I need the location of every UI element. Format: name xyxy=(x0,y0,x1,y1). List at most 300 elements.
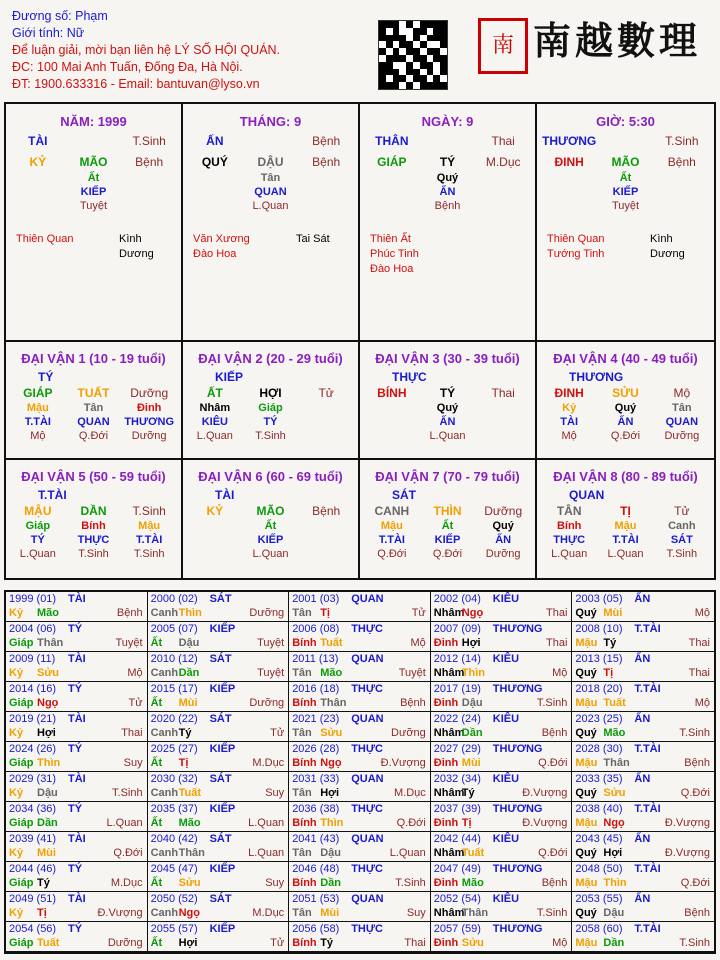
year-branch: Dậu xyxy=(461,697,483,709)
dai-van-stage: Bệnh xyxy=(312,504,341,518)
year-cell xyxy=(148,682,290,712)
year-stem: Canh xyxy=(150,607,179,619)
year-stem: Mậu xyxy=(575,757,598,769)
pillar-blank xyxy=(243,132,299,150)
year-stage: Dưỡng xyxy=(249,697,285,709)
year-stage: M.Dục xyxy=(252,907,285,919)
hidden-stage: Dưỡng xyxy=(485,548,521,560)
pillar-main-row xyxy=(364,153,531,171)
year-god: THƯƠNG xyxy=(492,743,543,755)
year-stage: T.Sinh xyxy=(112,787,143,799)
pillar-branch: TÝ xyxy=(439,155,456,169)
dai-van-hidden-stems xyxy=(187,519,354,533)
hidden-stem xyxy=(187,519,243,533)
year-god: KIẾP xyxy=(209,743,236,755)
year-branch: Tý xyxy=(603,637,617,649)
pillar-stars xyxy=(547,232,707,262)
year-stem: Kỷ xyxy=(9,607,24,619)
dai-van-hidden-stages xyxy=(364,429,531,443)
year-stem: Kỷ xyxy=(9,787,24,799)
year-god: THỰC xyxy=(351,863,383,875)
year-cell xyxy=(148,892,290,922)
year-cell xyxy=(148,592,290,622)
pillar-branch: MÃO xyxy=(611,155,640,169)
dai-van-title: ĐẠI VẬN 5 (50 - 59 tuổi) xyxy=(21,469,166,484)
dai-van-stage: Tử xyxy=(318,386,334,400)
year-branch: Thân xyxy=(461,907,489,919)
year-stage: Bệnh xyxy=(684,757,710,769)
year-god: ẤN xyxy=(634,593,651,605)
year-stem: Canh xyxy=(150,847,179,859)
year-stem: Ất xyxy=(150,697,163,709)
year-branch: Mùi xyxy=(461,757,481,769)
year-god: THỰC xyxy=(351,923,383,935)
star-label: Đào Hoa xyxy=(370,263,414,275)
year-stem: Đinh xyxy=(433,637,459,649)
pillar-branch: DẬU xyxy=(257,155,284,169)
hidden-god: ẤN xyxy=(439,186,456,198)
year-god: T.TÀI xyxy=(634,923,661,935)
year-branch: Mão xyxy=(320,667,343,679)
year-stage: T.Sinh xyxy=(536,697,568,709)
year-stem: Bính xyxy=(292,937,317,949)
year-cell xyxy=(572,742,714,772)
year-branch: Tý xyxy=(320,937,334,949)
year-stem: Quý xyxy=(575,907,597,919)
year-cell xyxy=(289,802,431,832)
year-stage: Thai xyxy=(404,937,426,949)
dai-van-stage: Tử xyxy=(674,504,690,518)
year-stem: Canh xyxy=(150,667,179,679)
dai-van-main xyxy=(541,504,710,519)
year-god: T.TÀI xyxy=(634,803,661,815)
owner-name: Đương số: Phạm xyxy=(12,9,108,23)
year-branch: Tuất xyxy=(178,787,201,799)
year-stage: Mộ xyxy=(552,937,568,949)
dai-van-branch: TÝ xyxy=(439,386,456,400)
year-stem: Đinh xyxy=(433,937,459,949)
year-label: 2037 (39) xyxy=(433,803,481,815)
year-cell xyxy=(6,772,148,802)
pillar-1 xyxy=(6,104,183,340)
year-stem: Bính xyxy=(292,877,317,889)
dai-van-stem: ẤT xyxy=(206,386,223,400)
year-god: TÀI xyxy=(68,593,86,605)
pillar-top-row xyxy=(541,132,710,150)
year-label: 2001 (03) xyxy=(292,593,340,605)
year-label: 2036 (38) xyxy=(292,803,340,815)
year-god: KIÊU xyxy=(492,593,520,605)
year-stage: Tử xyxy=(270,727,285,739)
year-cell xyxy=(6,622,148,652)
year-cell xyxy=(148,832,290,862)
year-stage: Mộ xyxy=(410,637,426,649)
year-stem: Quý xyxy=(575,727,597,739)
year-branch: Hợi xyxy=(320,787,340,799)
hidden-stage: Mộ xyxy=(561,430,577,442)
year-label: 2010 (12) xyxy=(150,653,198,665)
year-label: 2008 (10) xyxy=(575,623,623,635)
hidden-stage: L.Quan xyxy=(19,548,56,560)
year-god: THỰC xyxy=(351,623,383,635)
year-label: 2005 (07) xyxy=(150,623,198,635)
year-label: 2000 (02) xyxy=(150,593,198,605)
pillar-stage: Thai xyxy=(491,134,515,148)
pillar-hidden-stems xyxy=(242,171,299,213)
dai-van-stem: BÍNH xyxy=(377,386,407,400)
pillar-title: NGÀY: 9 xyxy=(421,114,474,129)
year-stem: Kỷ xyxy=(9,907,24,919)
hidden-stage: T.Sinh xyxy=(78,548,109,560)
year-god: THƯƠNG xyxy=(492,803,543,815)
star-label: Thiên Quan xyxy=(16,233,74,245)
year-stage: Thai xyxy=(688,667,710,679)
year-branch: Thìn xyxy=(603,877,627,889)
dai-van-god: T.TÀI xyxy=(38,488,67,502)
year-stem: Canh xyxy=(150,787,179,799)
year-label: 2058 (60) xyxy=(575,923,623,935)
year-cell xyxy=(148,742,290,772)
year-stage: M.Dục xyxy=(394,787,426,799)
year-cell xyxy=(289,682,431,712)
year-stem: Nhâm xyxy=(433,607,465,619)
year-stem: Ất xyxy=(150,937,163,949)
pillar-stage: Bệnh xyxy=(312,155,341,169)
year-cell xyxy=(148,922,290,952)
year-god: T.TÀI xyxy=(634,683,661,695)
year-label: 2004 (06) xyxy=(9,623,57,635)
hidden-stem: Ất xyxy=(619,172,632,184)
year-cell xyxy=(148,652,290,682)
hidden-stem: Quý xyxy=(614,402,637,414)
year-branch: Dần xyxy=(603,937,625,949)
year-god: TÝ xyxy=(68,623,83,635)
year-branch: Mão xyxy=(603,727,626,739)
year-branch: Sửu xyxy=(461,937,484,949)
year-stage: L.Quan xyxy=(248,817,285,829)
year-stem: Nhâm xyxy=(433,847,465,859)
address-line: ĐC: 100 Mai Anh Tuấn, Đống Đa, Hà Nội. xyxy=(12,60,243,74)
year-label: 2043 (45) xyxy=(575,833,623,845)
hidden-stem: Ất xyxy=(264,520,277,532)
year-cell xyxy=(289,832,431,862)
year-stem: Bính xyxy=(292,697,317,709)
year-stage: Thai xyxy=(688,637,710,649)
year-cell xyxy=(572,802,714,832)
year-cell xyxy=(148,772,290,802)
hidden-stage: T.Sinh xyxy=(133,548,165,560)
pillar-stage: Bệnh xyxy=(667,155,696,169)
year-label: 2017 (19) xyxy=(433,683,481,695)
year-label: 2024 (26) xyxy=(9,743,57,755)
year-label: 2026 (28) xyxy=(292,743,340,755)
year-label: 2056 (58) xyxy=(292,923,340,935)
year-stage: Tử xyxy=(128,697,143,709)
year-god: THỰC xyxy=(351,683,383,695)
dai-van-stage: Thai xyxy=(491,386,515,400)
pillar-god: TÀI xyxy=(28,134,48,148)
hidden-stem: Quý xyxy=(436,172,459,184)
star-label: Kình Dương xyxy=(119,233,154,260)
year-cell xyxy=(431,622,573,652)
year-stage: Thai xyxy=(545,607,568,619)
dai-van-god: TÝ xyxy=(38,370,54,384)
dai-van-stem: GIÁP xyxy=(23,386,53,400)
dai-van-8 xyxy=(537,460,714,578)
dai-van-branch: THÌN xyxy=(433,504,462,518)
pillar-stage: Bệnh xyxy=(135,155,164,169)
year-stage: Suy xyxy=(265,877,285,889)
year-stage: T.Sinh xyxy=(679,937,710,949)
hidden-god: KIẾP xyxy=(434,534,461,546)
pillar-god: THÂN xyxy=(375,134,409,148)
year-stage: Tuyệt xyxy=(257,667,285,679)
year-stem: Quý xyxy=(575,787,597,799)
dai-van-7 xyxy=(360,460,537,578)
year-cell xyxy=(148,862,290,892)
year-branch: Tị xyxy=(320,607,330,619)
year-branch: Ngọ xyxy=(320,757,342,769)
hidden-stage: Q.Đới xyxy=(377,548,407,560)
dai-van-title: ĐẠI VẬN 3 (30 - 39 tuổi) xyxy=(375,351,520,366)
hidden-stage: L.Quan xyxy=(252,200,289,212)
year-stem: Giáp xyxy=(9,877,34,889)
year-label: 2051 (53) xyxy=(292,893,340,905)
year-stem: Ất xyxy=(150,877,163,889)
year-cell xyxy=(572,712,714,742)
year-stem: Canh xyxy=(150,727,179,739)
year-stem: Tân xyxy=(292,847,312,859)
year-stem: Đinh xyxy=(433,757,459,769)
year-label: 2028 (30) xyxy=(575,743,623,755)
dai-van-main xyxy=(364,386,531,401)
hidden-stem: Mậu xyxy=(614,520,637,532)
pillar-title: NĂM: 1999 xyxy=(60,114,127,129)
hidden-stage: Tuyệt xyxy=(79,200,108,212)
pillar-3 xyxy=(360,104,537,340)
year-god: ẤN xyxy=(634,833,651,845)
year-label: 2027 (29) xyxy=(433,743,481,755)
year-stage: Tử xyxy=(411,607,426,619)
year-label: 2041 (43) xyxy=(292,833,340,845)
hidden-stem: Quý xyxy=(492,520,514,532)
year-label: 2044 (46) xyxy=(9,863,57,875)
year-label: 2012 (14) xyxy=(433,653,481,665)
year-god: THỰC xyxy=(351,803,383,815)
pillar-stars xyxy=(16,232,176,260)
hidden-god: T.TÀI xyxy=(378,534,405,546)
hidden-stem xyxy=(298,519,354,533)
pillar-hidden-stems xyxy=(597,171,654,213)
dai-van-god: KIẾP xyxy=(215,370,244,384)
hidden-stage: T.Sinh xyxy=(255,430,286,442)
year-stem: Tân xyxy=(292,667,312,679)
year-god: ẤN xyxy=(634,893,651,905)
contact-line: Để luận giải, mời bạn liên hệ LÝ SỐ HỘI QUÁN. xyxy=(12,43,281,57)
dai-van-god: SÁT xyxy=(392,488,416,502)
year-branch: Thìn xyxy=(37,757,61,769)
year-god: QUAN xyxy=(351,773,384,785)
dai-van-row-2 xyxy=(6,460,714,578)
year-branch: Tị xyxy=(178,757,189,769)
dai-van-hidden-gods xyxy=(541,533,710,547)
hidden-god xyxy=(187,533,243,547)
year-stage: M.Dục xyxy=(110,877,143,889)
year-branch: Thìn xyxy=(320,817,344,829)
year-god: ẤN xyxy=(634,773,651,785)
year-god: QUAN xyxy=(351,653,384,665)
year-cell xyxy=(6,892,148,922)
pillar-stage: Bệnh xyxy=(312,134,341,148)
pillar-blank xyxy=(597,132,653,150)
dai-van-main xyxy=(187,504,354,519)
hidden-stage xyxy=(187,547,243,561)
dai-van-branch: MÃO xyxy=(256,504,285,518)
year-cell xyxy=(289,862,431,892)
star-column-2 xyxy=(296,232,330,247)
pillar-hidden-stems xyxy=(419,171,476,213)
hidden-god xyxy=(298,533,354,547)
dai-van-branch: TUẤT xyxy=(77,386,110,400)
dai-van-hidden-stems xyxy=(10,401,177,415)
year-stage: Tuyệt xyxy=(398,667,426,679)
year-stem: Ất xyxy=(150,757,163,769)
year-branch: Dần xyxy=(461,727,483,739)
year-label: 2023 (25) xyxy=(575,713,623,725)
year-cell xyxy=(431,652,573,682)
year-god: TÀI xyxy=(68,773,86,785)
year-stem: Nhâm xyxy=(433,907,465,919)
dai-van-3 xyxy=(360,342,537,458)
year-stage: Q.Đới xyxy=(538,757,568,769)
pillar-title: GIỜ: 5:30 xyxy=(596,114,655,129)
year-branch: Mùi xyxy=(37,847,56,859)
dai-van-hidden-stages xyxy=(187,429,354,443)
year-stem: Giáp xyxy=(9,637,34,649)
year-branch: Hợi xyxy=(37,727,56,739)
pillar-god: ẤN xyxy=(206,134,224,148)
dai-van-stem: TÂN xyxy=(556,504,582,518)
dai-van-title: ĐẠI VẬN 7 (70 - 79 tuổi) xyxy=(375,469,520,484)
pillar-main-row xyxy=(10,153,177,171)
year-stage: Dưỡng xyxy=(249,607,285,619)
year-stem: Giáp xyxy=(9,817,34,829)
hidden-god: QUAN xyxy=(665,416,699,428)
dai-van-5 xyxy=(6,460,183,578)
year-cell xyxy=(6,862,148,892)
year-branch: Tị xyxy=(461,817,472,829)
hidden-stem: Nhâm xyxy=(199,402,231,414)
year-stem: Kỷ xyxy=(9,727,24,739)
year-cell xyxy=(572,922,714,952)
dai-van-4 xyxy=(537,342,714,458)
dai-van-stage: Dưỡng xyxy=(484,504,523,518)
year-label: 2038 (40) xyxy=(575,803,623,815)
pillar-stage: M.Dục xyxy=(485,155,521,169)
year-god: THƯƠNG xyxy=(492,623,543,635)
pillar-stem: ĐINH xyxy=(554,155,584,169)
logo-calligraphy: 南越數理 xyxy=(533,18,702,63)
year-cell xyxy=(289,922,431,952)
year-stage: Q.Đới xyxy=(538,847,568,859)
year-stem: Mậu xyxy=(575,637,598,649)
year-stage: Đ.Vượng xyxy=(97,907,143,919)
year-branch: Thìn xyxy=(178,607,202,619)
hidden-stem xyxy=(475,401,531,415)
dai-van-row-1 xyxy=(6,342,714,460)
pillar-title: THÁNG: 9 xyxy=(239,114,302,129)
year-cell xyxy=(289,592,431,622)
year-stem: Bính xyxy=(292,817,317,829)
dai-van-branch: DẦN xyxy=(80,504,107,518)
year-stem: Mậu xyxy=(575,937,598,949)
year-branch: Dậu xyxy=(37,787,58,799)
year-god: KIÊU xyxy=(492,773,520,785)
hidden-god: TÝ xyxy=(263,416,278,428)
year-cell xyxy=(289,622,431,652)
year-branch: Ngọ xyxy=(461,607,484,619)
year-branch: Dần xyxy=(320,877,341,889)
year-cell xyxy=(289,742,431,772)
hidden-stage: L.Quan xyxy=(196,430,233,442)
year-stage: L.Quan xyxy=(106,817,143,829)
year-branch: Thân xyxy=(178,847,205,859)
dai-van-main xyxy=(10,504,177,519)
hidden-god: KIẾP xyxy=(80,186,107,198)
hidden-god xyxy=(475,415,531,429)
hidden-god: KIẾP xyxy=(612,186,639,198)
year-stage: Thai xyxy=(121,727,143,739)
star-label: Đào Hoa xyxy=(193,248,237,260)
header xyxy=(0,0,720,100)
dai-van-stem: MẬU xyxy=(24,504,52,518)
year-cell xyxy=(289,712,431,742)
year-cell xyxy=(572,652,714,682)
year-stage: Tuyệt xyxy=(257,637,285,649)
hidden-god: QUAN xyxy=(77,416,110,428)
dai-van-hidden-gods xyxy=(10,415,177,429)
four-pillars xyxy=(6,104,714,342)
dai-van-6 xyxy=(183,460,360,578)
year-stage: Bệnh xyxy=(116,607,143,619)
year-branch: Tý xyxy=(37,877,50,889)
dai-van-hidden-stems xyxy=(10,519,177,533)
year-label: 2042 (44) xyxy=(433,833,481,845)
year-label: 2002 (04) xyxy=(433,593,481,605)
dai-van-god: QUAN xyxy=(569,488,605,502)
year-cell xyxy=(572,682,714,712)
dai-van-hidden-stages xyxy=(10,547,177,561)
year-label: 2013 (15) xyxy=(575,653,623,665)
year-cell xyxy=(6,712,148,742)
year-cell xyxy=(572,592,714,622)
hidden-stem: Tân xyxy=(260,172,281,184)
hidden-god: TÝ xyxy=(30,534,45,546)
year-god: TÝ xyxy=(68,863,83,875)
year-god: SÁT xyxy=(209,833,232,845)
year-god: KIÊU xyxy=(492,893,520,905)
year-label: 2050 (52) xyxy=(150,893,198,905)
year-stem: Mậu xyxy=(575,697,598,709)
dai-van-title: ĐẠI VẬN 4 (40 - 49 tuổi) xyxy=(553,351,698,366)
year-stem: Đinh xyxy=(433,817,459,829)
year-label: 2030 (32) xyxy=(150,773,198,785)
year-stem: Giáp xyxy=(9,937,34,949)
dai-van-hidden-gods xyxy=(541,415,710,429)
hidden-stage: Mộ xyxy=(30,430,46,442)
dai-van-1 xyxy=(6,342,183,458)
year-god: THƯƠNG xyxy=(492,863,543,875)
